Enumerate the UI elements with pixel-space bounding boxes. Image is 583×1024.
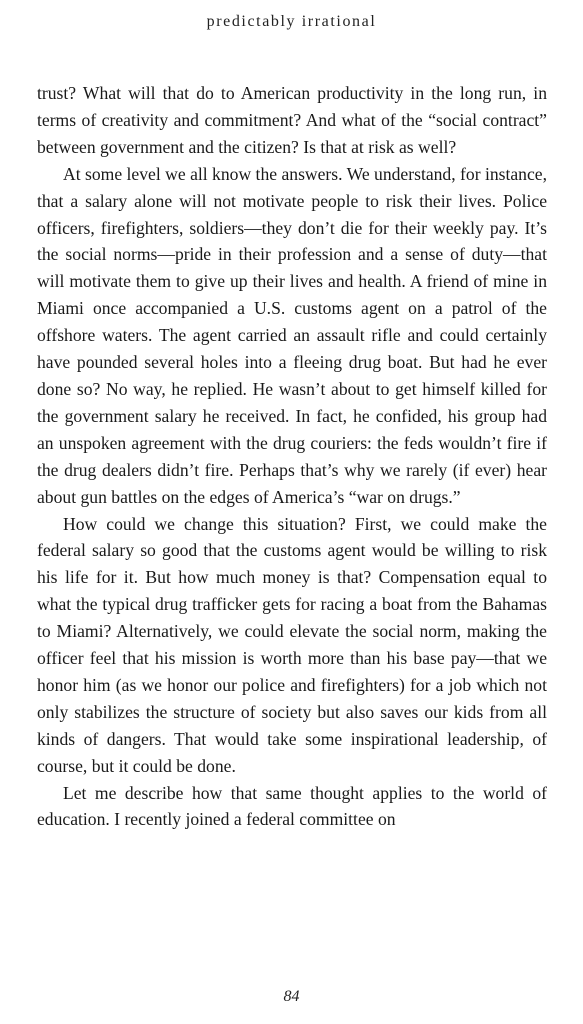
paragraph: How could we change this situation? First, we could make the federal salary so good that the customs agent would be willing to risk his life for it. But how much money is that? Compensation equal to what the typical drug trafficker gets for racing a boat from the Bahamas to Miami? Alternatively, we could elevate the social norm, making the officer feel that his mission is worth more than his base pay—that we honor him (as we honor our police and firefighters) for a job which not only stabilizes the structure of society but also saves our kids from all kinds of dangers. That would take some inspirational leadership, of course, but it could be done. (37, 513, 547, 776)
paragraph: At some level we all know the answers. We understand, for instance, that a salary alone will not motivate people to risk their lives. Police officers, firefighters, soldiers—they don’t die for their weekly pay. It’s the social norms—pride in their profession and a sense of duty—that will motivate them to give up their lives and health. A friend of mine in Miami once accompanied a U.S. customs agent on a patrol of the offshore waters. The agent carried an assault rifle and could certainly have pounded several holes into a fleeing drug boat. But had he ever done so? No way, he replied. He wasn’t about to get himself killed for the government salary he received. In fact, he confided, his group had an unspoken agreement with the drug couriers: the feds wouldn’t fire if the drug dealers didn’t fire. Perhaps that’s why we rarely (if ever) hear about gun battles on the edges of America’s “war on drugs.” (37, 163, 547, 507)
page-number: 84 (283, 988, 300, 1005)
body-text (37, 80, 547, 833)
paragraph: Let me describe how that same thought applies to the world of education. I recently joined a federal committee on (37, 782, 547, 830)
paragraph-continued: trust? What will that do to American productivity in the long run, in terms of creativity and commitment? And what of the “social contract” between government and the citizen? Is that at risk as well? (37, 83, 547, 157)
running-head: predictably irrational (206, 13, 377, 30)
